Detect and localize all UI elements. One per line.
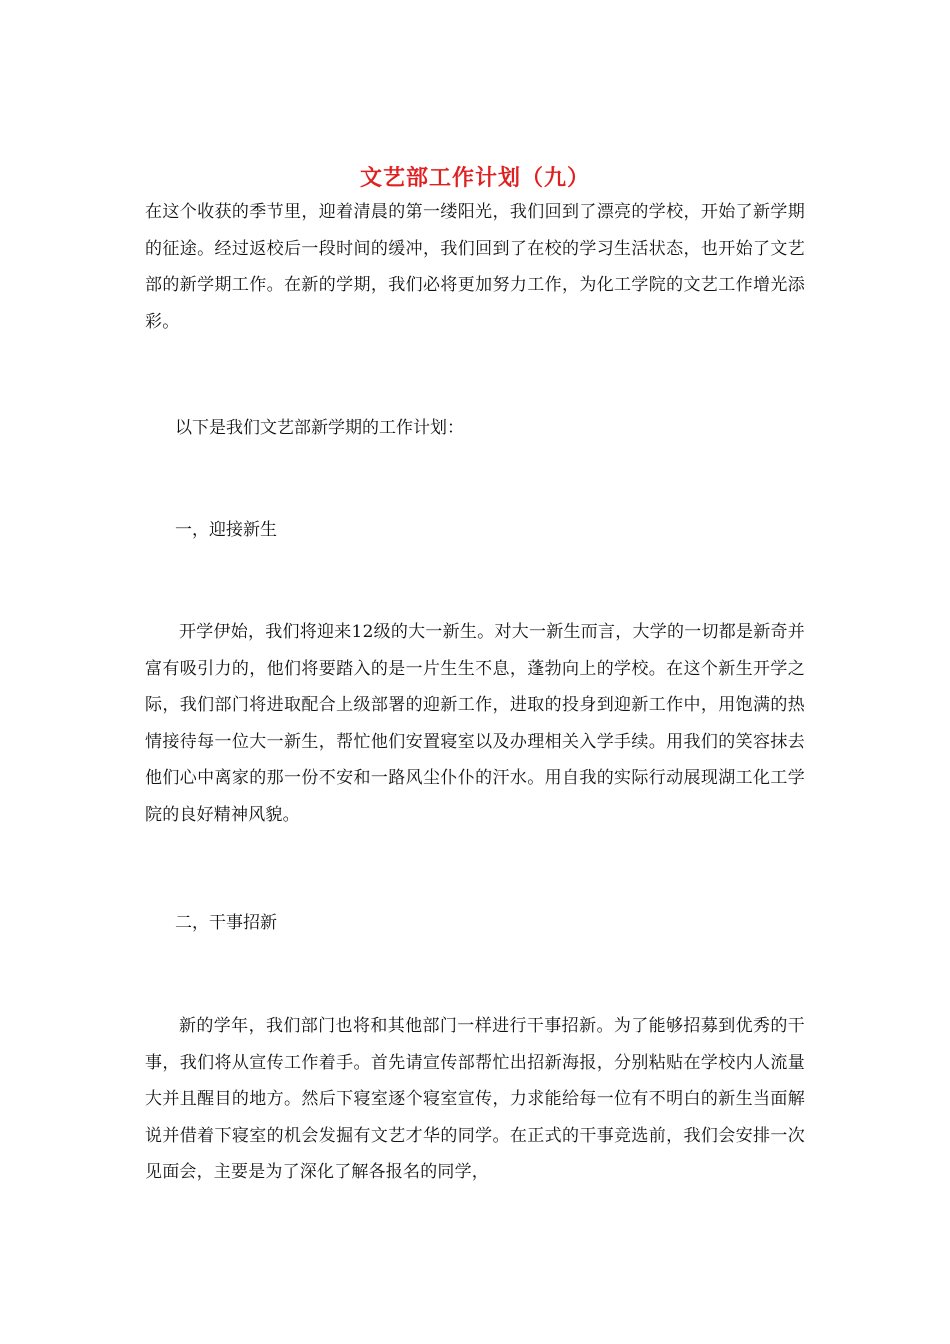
- lead-paragraph: 以下是我们文艺部新学期的工作计划：: [175, 418, 464, 438]
- document-title: 文艺部工作计划（九）: [359, 164, 590, 191]
- section-body-recruit: 新的学年，我们部门也将和其他部门一样进行干事招新。为了能够招募到优秀的干事，我们将从宣传工作着手。首先请宣传部帮忙出招新海报，分别粘贴在学校内人流量大并且醒目的地方。然后下寝室逐个寝室宣传，力求能给每一位有不明白的新生当面解说并借着下寝室的机会发掘有文艺才华的同学。在正式的干事竞选前，我们会安排一次见面会，主要是为了深化了解各报名的同学，: [145, 1016, 805, 1182]
- section-body-welcome: 开学伊始，我们将迎来12级的大一新生。对大一新生而言，大学的一切都是新奇并富有吸引力的，他们将要踏入的是一片生生不息，蓬勃向上的学校。在这个新生开学之际，我们部门将进取配合上级部署的迎新工作，进取的投身到迎新工作中，用饱满的热情接待每一位大一新生，帮忙他们安置寝室以及办理相关入学手续。用我们的笑容抹去他们心中离家的那一份不安和一路风尘仆仆的汗水。用自我的实际行动展现湖工化工学院的良好精神风貌。: [145, 622, 805, 825]
- section-heading-recruit: 二，干事招新: [175, 913, 277, 933]
- section-heading-welcome: 一，迎接新生: [175, 520, 277, 540]
- intro-paragraph: 在这个收获的季节里，迎着清晨的第一缕阳光，我们回到了漂亮的学校，开始了新学期的征途。经过返校后一段时间的缓冲，我们回到了在校的学习生活状态，也开始了文艺部的新学期工作。在新的学期，我们必将更加努力工作，为化工学院的文艺工作增光添彩。: [145, 202, 805, 332]
